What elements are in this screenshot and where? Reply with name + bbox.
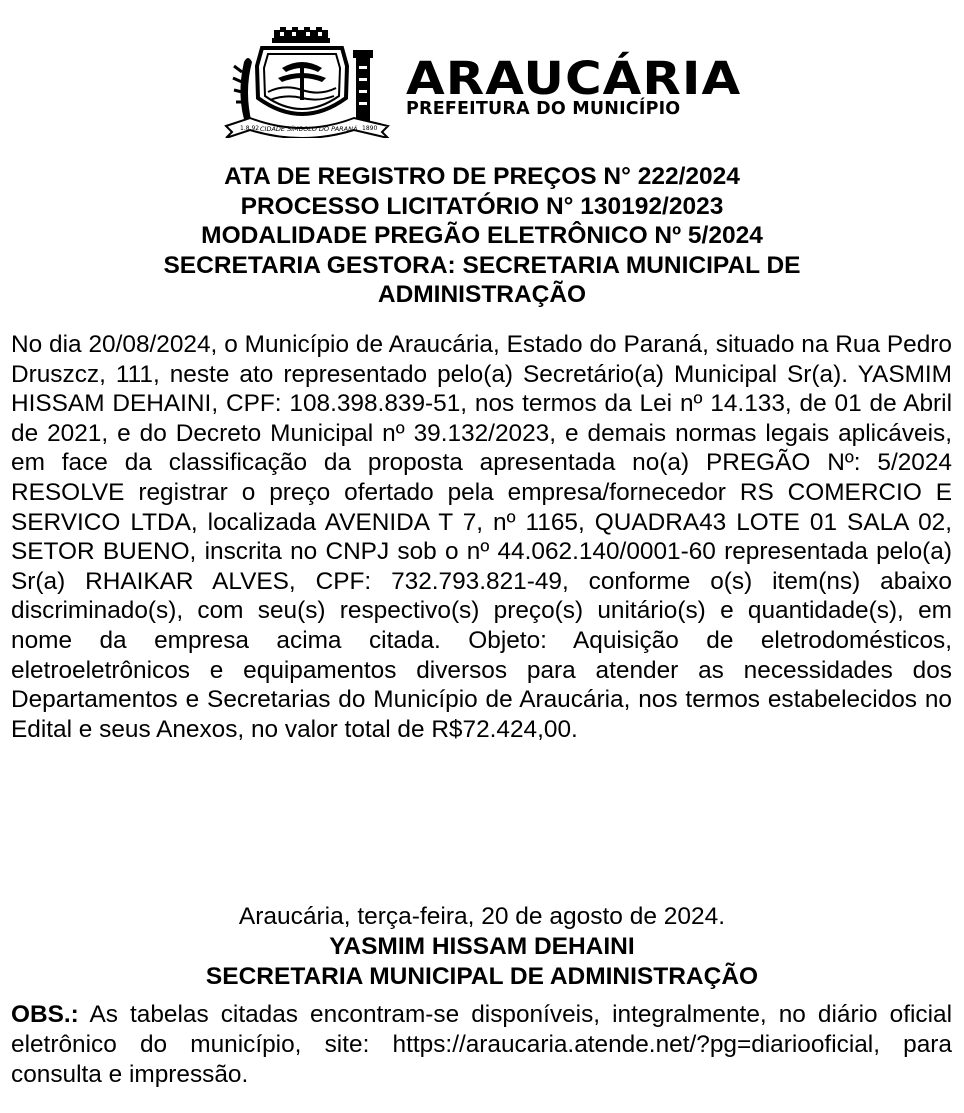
header bbox=[222, 26, 762, 138]
signer-name: YASMIM HISSAM DEHAINI bbox=[329, 933, 635, 960]
date-line: Araucária, terça-feira, 20 de agosto de 2024. bbox=[238, 903, 726, 930]
observation-note bbox=[11, 1000, 952, 1090]
body-paragraph: No dia 20/08/2024, o Município de Araucária, Estado do Paraná, situado na Rua Pedro Druszcz, 111, neste ato representado pelo(a) Secretário(a) Municipal Sr(a). YASMIM HISSAM DEHAINI, CPF: 108.398.839-51, nos termos da Lei nº 14.133, de 01 de Abril de 2021, e do Decreto Municipal nº 39.132/2023, e demais normas legais aplicáveis, em face da classificação da proposta apresentada no(a) PREGÃO Nº: 5/2024 RESOLVE registrar o preço ofertado pela empresa/fornecedor RS COMERCIO E SERVICO LTDA, localizada AVENIDA T 7, nº 1165, QUADRA43 LOTE 01 SALA 02, SETOR BUENO, inscrita no CNPJ sob o nº 44.062.140/0001-60 representada pelo(a) Sr(a) RHAIKAR ALVES, CPF: 732.793.821-49, conforme o(s) item(ns) abaixo discriminado(s), com seu(s) respectivo(s) preço(s) unitário(s) e quantidade(s), em nome da empresa acima citada. Objeto: Aquisição de eletrodomésticos, eletroeletrônicos e equipamentos diversos para atender as necessidades dos Departamentos e Secretarias do Município de Araucária, nos termos estabelecidos no Edital e seus Anexos, no valor total de R$72.424,00. bbox=[11, 331, 952, 743]
brand-logo bbox=[406, 52, 742, 119]
obs-label: OBS.: bbox=[11, 1001, 79, 1028]
obs-text: As tabelas citadas encontram-se disponíveis, integralmente, no diário oficial eletrônico do município, site: https://araucaria.atende.net/?pg=diariooficial, para consulta e impressão. bbox=[11, 1001, 952, 1088]
brand-name: ARAUCÁRIA bbox=[406, 52, 742, 105]
heading-modalidade: MODALIDADE PREGÃO ELETRÔNICO Nº 5/2024 bbox=[201, 222, 763, 249]
heading-secretaria-cont: ADMINISTRAÇÃO bbox=[377, 281, 587, 308]
brand-subtitle: PREFEITURA DO MUNICÍPIO bbox=[406, 99, 681, 119]
crest-year-left: 1.8.92 bbox=[240, 125, 260, 132]
heading-processo: PROCESSO LICITATÓRIO N° 130192/2023 bbox=[240, 192, 724, 220]
crest-year-right: 1890 bbox=[362, 125, 378, 132]
heading-secretaria: SECRETARIA GESTORA: SECRETARIA MUNICIPAL DE bbox=[163, 251, 801, 279]
city-crest-icon bbox=[222, 26, 392, 138]
signature-block bbox=[10, 902, 954, 992]
crest-ribbon-text: CIDADE SÍMBOLO DO PARANÁ bbox=[260, 125, 358, 133]
heading-ata: ATA DE REGISTRO DE PREÇOS N° 222/2024 bbox=[224, 163, 740, 190]
document-headings bbox=[10, 162, 954, 310]
signer-department: SECRETARIA MUNICIPAL DE ADMINISTRAÇÃO bbox=[205, 963, 759, 990]
